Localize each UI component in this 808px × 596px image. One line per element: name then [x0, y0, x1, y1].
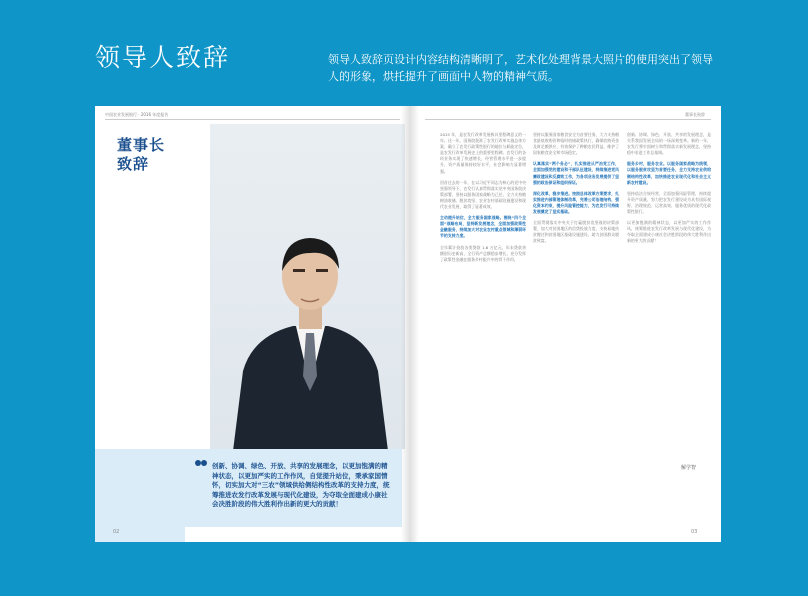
col2-para: 坚持以服务国家粮食安全为首要任务，大力支持粮食最低收购价和临时收储政策执行，确保收购资金及时足额供应，有效保护了种粮农民利益，维护了国家粮食安全和市场稳定。	[533, 132, 619, 156]
page-description: 领导人致辞页设计内容结构清晰明了，艺术化处理背景大照片的使用突出了领导人的形象，烘托提升了画面中人物的精神气质。	[328, 53, 713, 83]
col1-para: 全年累计投放各类贷款 1.6 万亿元，年末贷款余额创历史新高，全行资产总额稳步增长，充分发挥了政策性金融在服务乡村振兴中的骨干作用。	[440, 244, 526, 262]
col1-subhead: 主动提升站位，全力服务国家战略。围绕“四个全面”战略布局，坚持新发展理念，全面加强政策性金融服务，持续加大对农业农村重点领域和薄弱环节的支持力度。	[440, 215, 526, 239]
text-column-2	[533, 132, 619, 250]
pull-quote: 创新、协调、绿色、开放、共享的发展理念，以更加饱满的精神状态，以更加严实的工作作风，自觉提升站位，秉承家国情怀，切实加大对“三农”领域供给侧结构性改革的支持力度，统筹推进农发行改革发展与现代化建设，为夺取全面建成小康社会决胜阶段的伟大胜利作出新的更大的贡献！	[212, 462, 390, 508]
heading-line-1: 董事长	[117, 136, 166, 154]
col2-subhead: 深化改革，稳步推进。按照总体改革方案要求，扎实推进内部管理体制改革，完善公司治理结构，强化资本约束，提升风险管控能力，为农发行可持续发展奠定了坚实基础。	[533, 190, 619, 215]
right-header-rule	[425, 119, 711, 120]
right-running-header: 董事长致辞	[685, 112, 705, 117]
col2-para: 全面贯彻落实中央关于打赢脱贫攻坚战的决策部署，加大对贫困地区的信贷投放力度，支持易地扶贫搬迁和贫困地区基础设施建设，助力贫困群众脱贫致富。	[533, 220, 619, 244]
col2-subhead: 认真落实“两个务必”，扎实推进从严治党工作，全面加强党的建设和干部队伍建设，持续推进党风廉政建设和反腐败工作，为各项业务发展提供了坚强的政治保证和组织保证。	[533, 161, 619, 185]
signature: 解学智	[681, 465, 697, 471]
col3-para: 以更加饱满的精神状态，以更加严实的工作作风，统筹推进农发行改革发展与现代化建设，为夺取全面建成小康社会决胜阶段的伟大胜利作出新的更大的贡献！	[627, 220, 711, 244]
page-title: 领导人致辞	[95, 43, 231, 72]
open-quote-icon	[195, 458, 207, 468]
spread-gutter	[401, 106, 419, 542]
col3-para: 坚持依法合规经营，全面加强风险管理，持续提升资产质量，努力把农发行建设成为具有国际视野、治理规范、运营高效、服务优质的现代化政策性银行。	[627, 190, 711, 215]
annual-report-spread	[95, 106, 721, 542]
chairman-portrait	[213, 141, 408, 451]
heading-line-2: 致辞	[117, 155, 150, 173]
col1-para: 回首过去的一年，在以习近平同志为核心的党中央坚强领导下，农发行认真贯彻落实党中央国务院决策部署，坚持以服务国家战略为己任，全力支持粮棉油收储、脱贫攻坚、农业农村基础设施建设和现代农业发展，取得了显著成效。	[440, 179, 526, 210]
left-page-number: 02	[113, 529, 120, 535]
left-header-rule	[105, 119, 400, 120]
col1-para: 2015 年，是农发行改革发展极具里程碑意义的一年。这一年，国务院批准了农发行改革实施总体方案，确立了农发行政策性银行的地位与职能定位，是农发行改革发展史上的重要里程碑。农发行的各项业务实现了快速增长，经营管理水平进一步提升，资产质量保持较好水平，社会影响力显著增强。	[440, 132, 526, 174]
left-accent-band	[95, 449, 185, 542]
text-column-1	[440, 132, 526, 268]
right-page-number: 03	[691, 529, 698, 535]
chairman-heading	[117, 136, 165, 174]
col3-para: 创新、协调、绿色、开放、共享的发展理念，是关系我国发展全局的一场深刻变革。新的一年，农发行将牢固树立和贯彻落实新发展理念，坚持稳中求进工作总基调。	[627, 132, 711, 156]
col3-subhead: 服务乡村，服务农业。以服务国家战略为统领，以服务脱贫攻坚为首要任务，全力支持农业供给侧结构性改革，加快推进农业现代化和社会主义新农村建设。	[627, 161, 711, 185]
text-column-3	[627, 132, 711, 250]
left-running-header: 中国农业发展银行 · 2016 年度报告	[105, 112, 169, 117]
